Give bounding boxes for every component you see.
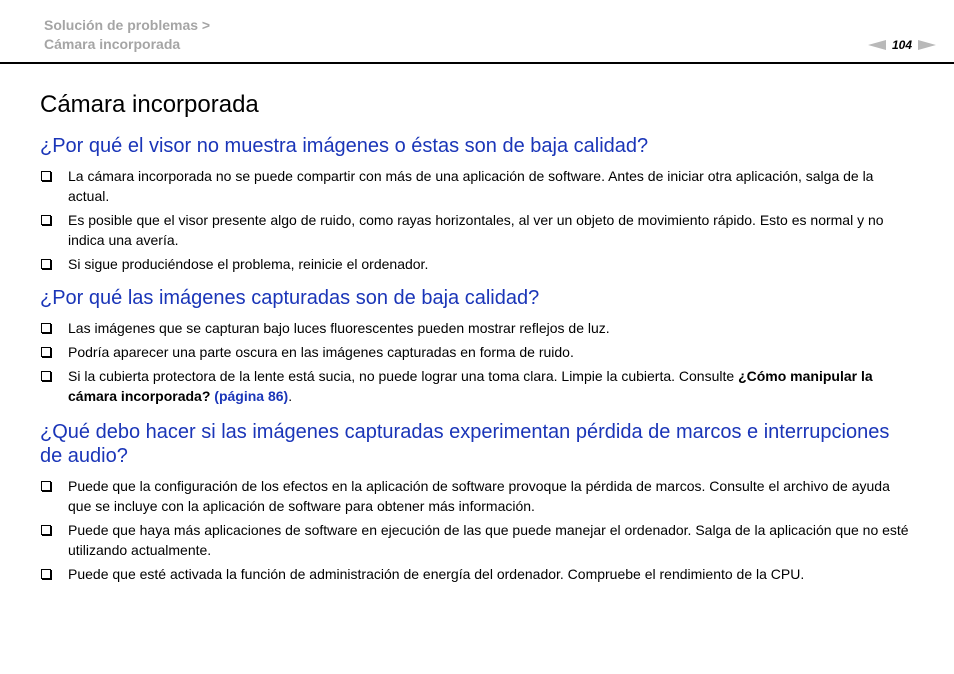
checkbox-bullet-icon (41, 259, 51, 269)
list-item: Es posible que el visor presente algo de ruido, como rayas horizontales, al ver un objeto de movimiento rápido. Esto es normal y no indica una avería. (40, 210, 912, 250)
checkbox-bullet-icon (41, 371, 51, 381)
header-divider (0, 62, 954, 64)
previous-page-arrow-icon[interactable] (868, 40, 886, 50)
section-heading-viewer-quality: ¿Por qué el visor no muestra imágenes o éstas son de baja calidad? (40, 135, 649, 157)
breadcrumb (44, 16, 210, 54)
page-header (0, 0, 954, 64)
list-item: Si la cubierta protectora de la lente está sucia, no puede lograr una toma clara. Limpie la cubierta. Consulte ¿Cómo manipular la cámara incorporada? (página 86). (40, 366, 912, 406)
page-title: Cámara incorporada (40, 91, 259, 118)
checkbox-bullet-icon (41, 323, 51, 333)
page-86-link[interactable]: (página 86) (214, 388, 289, 404)
list-item: Puede que esté activada la función de administración de energía del ordenador. Compruebe el rendimiento de la CPU. (40, 564, 912, 584)
section-heading-captured-quality: ¿Por qué las imágenes capturadas son de baja calidad? (40, 287, 540, 309)
section-heading-frame-loss: ¿Qué debo hacer si las imágenes capturadas experimentan pérdida de marcos e interrupciones de audio? (40, 421, 890, 467)
checkbox-bullet-icon (41, 569, 51, 579)
page-number: 104 (891, 38, 912, 52)
list-captured-quality (40, 318, 912, 406)
next-page-arrow-icon[interactable] (918, 40, 936, 50)
breadcrumb-link-troubleshooting[interactable]: Solución de problemas > (44, 17, 211, 33)
main-content (40, 90, 912, 588)
list-item: Podría aparecer una parte oscura en las imágenes capturadas en forma de ruido. (40, 342, 912, 362)
list-item: Puede que la configuración de los efectos en la aplicación de software provoque la pérdida de marcos. Consulte el archivo de ayuda que se incluye con la aplicación de software para obtener más información. (40, 476, 912, 516)
checkbox-bullet-icon (41, 347, 51, 357)
checkbox-bullet-icon (41, 171, 51, 181)
checkbox-bullet-icon (41, 525, 51, 535)
list-viewer-quality (40, 166, 912, 274)
pager (868, 36, 936, 54)
list-frame-loss (40, 476, 912, 584)
list-item: Las imágenes que se capturan bajo luces fluorescentes pueden mostrar reflejos de luz. (40, 318, 912, 338)
list-item: Si sigue produciéndose el problema, reinicie el ordenador. (40, 254, 912, 274)
list-item: La cámara incorporada no se puede compartir con más de una aplicación de software. Antes de iniciar otra aplicación, salga de la actual. (40, 166, 912, 206)
checkbox-bullet-icon (41, 481, 51, 491)
cross-reference-title: ¿Cómo manipular la cámara incorporada? (68, 368, 873, 404)
checkbox-bullet-icon (41, 215, 51, 225)
breadcrumb-current[interactable]: Cámara incorporada (44, 36, 181, 52)
list-item: Puede que haya más aplicaciones de software en ejecución de las que puede manejar el ordenador. Salga de la aplicación que no esté utilizando actualmente. (40, 520, 912, 560)
